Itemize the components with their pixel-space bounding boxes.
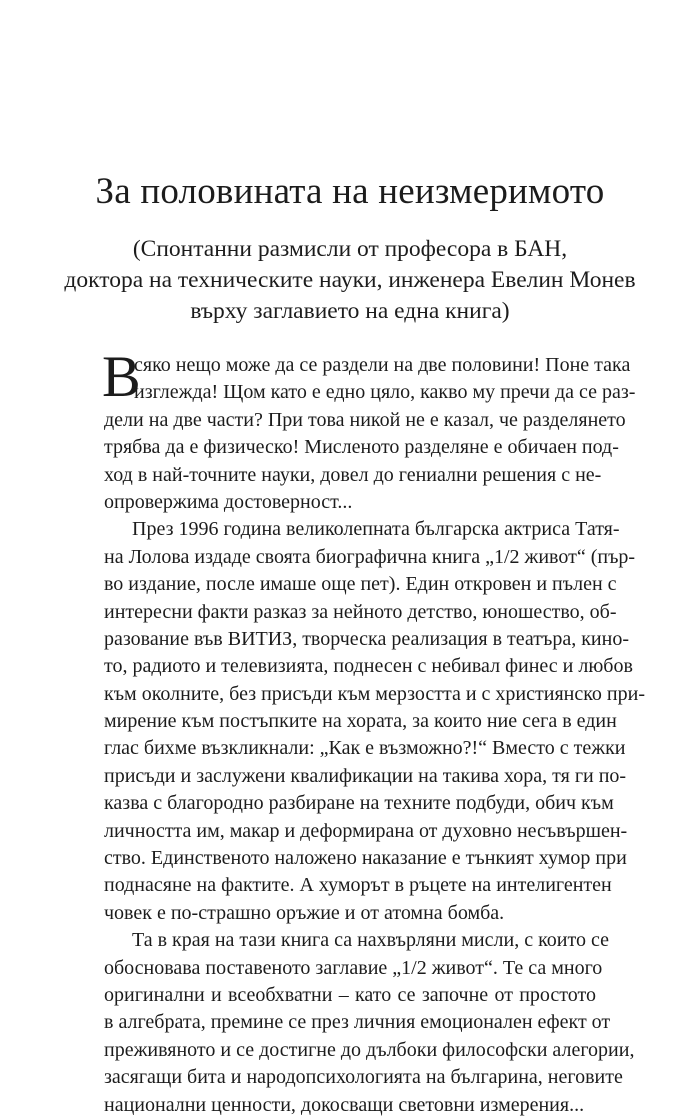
text-line: национални ценности, докосващи световни измерения... — [104, 1093, 585, 1116]
text-line: дели на две части? При това никой не е казал, че разделянето — [104, 408, 626, 431]
text-line: личността им, макар и деформирана от духовно несъвършен- — [104, 819, 628, 842]
text-line: разование във ВИТИЗ, творческа реализация в театъра, кино- — [104, 627, 629, 650]
text-line: присъди и заслужени квалификации на такива хора, тя ги по- — [104, 764, 627, 787]
text-line: поднасяне на фактите. А хуморът в ръцете на интелигентен — [104, 874, 612, 897]
text-line: засягащи бита и народопсихологията на българина, неговите — [104, 1066, 623, 1089]
chapter-subtitle — [0, 234, 700, 327]
body-text — [102, 344, 645, 1119]
text-line: към околните, без присъди към мерзостта и с християнско при- — [104, 682, 645, 705]
drop-cap: В — [102, 344, 141, 409]
text-line: интересни факти разказ за нейното детство, юношество, об- — [104, 600, 617, 623]
text-line: опровержима достоверност... — [104, 490, 353, 513]
text-line: ство. Единственото наложено наказание е тънкият хумор при — [104, 847, 627, 870]
text-line: Та в края на тази книга са нахвърляни мисли, с които се — [132, 929, 609, 952]
text-line: преживяното и се достигне до дълбоки философски алегории, — [104, 1038, 635, 1061]
text-line: През 1996 година великолепната българска актриса Татя- — [132, 518, 620, 541]
paragraph-1 — [102, 344, 636, 516]
text-line: казва с благородно разбиране на техните подбуди, обич към — [104, 792, 614, 815]
text-line: изглежда! Щом като е едно цяло, какво му пречи да се раз- — [134, 381, 636, 404]
subtitle-line: доктора на техническите науки, инженера Евелин Монев — [64, 267, 636, 293]
text-line: ход в най-точните науки, довел до гениални решения с не- — [104, 463, 602, 486]
text-line: глас бихме възкликнали: „Как е възможно?!“ Вместо с тежки — [104, 737, 626, 760]
paragraph-2 — [104, 516, 645, 927]
text-line: човек е по-страшно оръжие и от атомна бомба. — [104, 901, 505, 924]
subtitle-line: върху заглавието на една книга) — [190, 298, 510, 324]
paragraph-3 — [104, 927, 635, 1119]
chapter-title: За половината на неизмеримото — [95, 171, 605, 212]
text-line: трябва да е физическо! Мисленото разделяне е обичаен под- — [104, 436, 619, 459]
text-line: во издание, после имаше още пет). Един откровен и пълен с — [104, 573, 617, 596]
subtitle-line: (Спонтанни размисли от професора в БАН, — [132, 236, 568, 262]
text-line: на Лолова издаде своята биографична книга „1/2 живот“ (пър- — [104, 545, 636, 568]
text-line: мирение към постъпките на хората, за които ние сега в един — [104, 710, 617, 733]
text-line: обосновава поставеното заглавие „1/2 живот“. Те са много — [104, 956, 603, 979]
text-line: оригинални и всеобхватни – като се започне от простото — [104, 983, 596, 1006]
text-line: то, радиото и телевизията, поднесен с небивал финес и любов — [104, 655, 633, 678]
text-line: сяко нещо може да се раздели на две половини! Поне така — [134, 354, 631, 376]
text-line: в алгебрата, премине се през личния емоционален ефект от — [104, 1011, 611, 1034]
